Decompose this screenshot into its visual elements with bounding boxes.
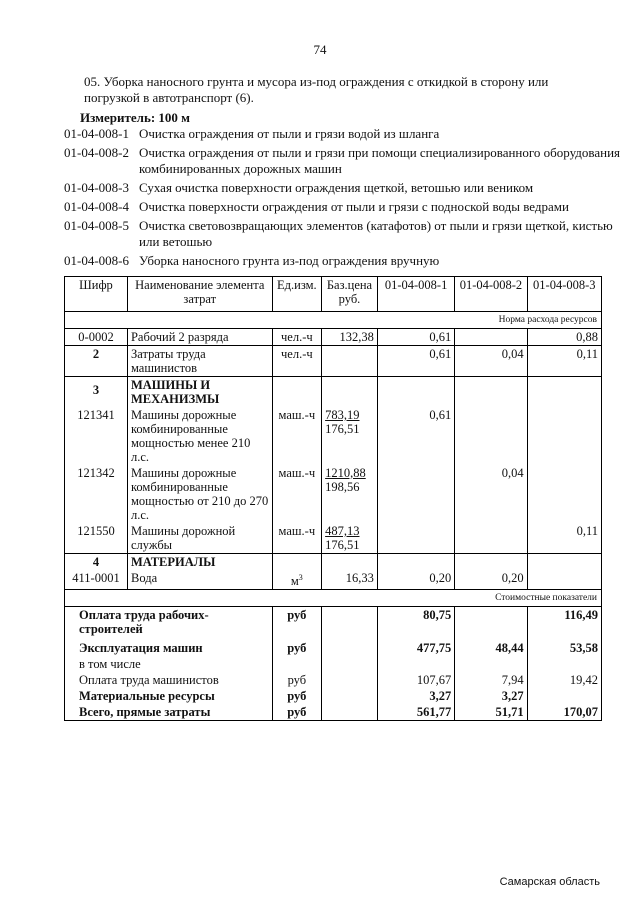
cell-unit: маш.-ч	[272, 523, 322, 554]
work-description: Сухая очистка поверхности ограждения щеткой, ветошью или веником	[139, 180, 534, 195]
summary-row	[65, 607, 602, 638]
norm-label: Норма расхода ресурсов	[65, 312, 602, 329]
summary-row	[65, 688, 602, 704]
cell-v2: 0,04	[455, 346, 527, 377]
cell-name: МАШИНЫ И МЕХАНИЗМЫ	[127, 377, 272, 408]
summary-v3: 116,49	[527, 607, 601, 638]
summary-v1: 107,67	[377, 672, 454, 688]
table-header-row	[65, 277, 602, 312]
summary-v3: 19,42	[527, 672, 601, 688]
table-row	[65, 377, 602, 408]
cell-v1: 0,61	[377, 346, 454, 377]
table-row	[65, 570, 602, 590]
footer-region: Самарская область	[499, 876, 600, 888]
cell-unit: маш.-ч	[272, 407, 322, 465]
cell-price	[322, 523, 378, 554]
table-row	[65, 523, 602, 554]
work-code: 01-04-008-4	[64, 199, 129, 214]
work-item	[64, 199, 624, 215]
summary-v2: 51,71	[455, 704, 527, 721]
cell-v3: 0,11	[527, 523, 601, 554]
page-number: 74	[313, 42, 327, 57]
summary-v1: 477,75	[377, 637, 454, 656]
summary-row	[65, 672, 602, 688]
summary-v2: 7,94	[455, 672, 527, 688]
work-item	[64, 253, 624, 269]
cell-name: Машины дорожные комбинированные мощностью менее 210 л.с.	[127, 407, 272, 465]
summary-v1: 561,77	[377, 704, 454, 721]
summary-name: Оплата труда рабочих-строителей	[65, 607, 273, 638]
cell-name: МАТЕРИАЛЫ	[127, 554, 272, 571]
header-col3: 01-04-008-3	[527, 277, 601, 312]
cell-code: 411-0001	[65, 570, 128, 590]
cell-v1: 0,61	[377, 407, 454, 465]
cell-price	[322, 407, 378, 465]
cell-price	[322, 465, 378, 523]
cell-code: 4	[65, 554, 128, 571]
summary-unit: руб	[272, 704, 322, 721]
work-description: Очистка ограждения от пыли и грязи при помощи специализированного оборудования комбинированных дорожных машин	[139, 145, 621, 176]
norm-label-row	[65, 312, 602, 329]
summary-unit: руб	[272, 607, 322, 638]
summary-v2: 3,27	[455, 688, 527, 704]
cell-name: Вода	[127, 570, 272, 590]
cell-unit: чел.-ч	[272, 346, 322, 377]
work-code: 01-04-008-3	[64, 180, 129, 195]
work-list	[64, 126, 624, 272]
unit-base: м	[290, 574, 299, 589]
price-bottom: 176,51	[325, 422, 360, 436]
cell-price: 16,33	[322, 570, 378, 590]
header-unit: Ед.изм.	[272, 277, 322, 312]
table-row	[65, 465, 602, 523]
price-bottom: 176,51	[325, 538, 360, 552]
cell-v3: 0,11	[527, 346, 601, 377]
work-code: 01-04-008-5	[64, 218, 129, 233]
work-item	[64, 126, 624, 142]
table-row	[65, 554, 602, 571]
cell-name: Затраты труда машинистов	[127, 346, 272, 377]
cell-v2: 0,04	[455, 465, 527, 523]
header-name: Наименование элемента затрат	[127, 277, 272, 312]
cell-name: Машины дорожные комбинированные мощностью от 210 до 270 л.с.	[127, 465, 272, 523]
cell-code: 2	[65, 346, 128, 377]
summary-unit: руб	[272, 637, 322, 656]
summary-name: в том числе	[65, 656, 273, 672]
header-col2: 01-04-008-2	[455, 277, 527, 312]
summary-v1: 3,27	[377, 688, 454, 704]
work-description: Очистка поверхности ограждения от пыли и грязи с подноской воды ведрами	[139, 199, 569, 214]
cell-v2	[455, 329, 527, 346]
summary-name: Оплата труда машинистов	[65, 672, 273, 688]
work-item	[64, 218, 624, 250]
summary-v2: 48,44	[455, 637, 527, 656]
work-item	[64, 145, 624, 177]
summary-v1: 80,75	[377, 607, 454, 638]
section-heading: 05. Уборка наносного грунта и мусора из-под ограждения с откидкой в сторону или погрузкой в автотранспорт (6).	[84, 74, 549, 105]
cell-code: 121342	[65, 465, 128, 523]
work-item	[64, 180, 624, 196]
work-code: 01-04-008-6	[64, 253, 129, 268]
cell-code: 121341	[65, 407, 128, 465]
summary-name: Всего, прямые затраты	[65, 704, 273, 721]
summary-name: Материальные ресурсы	[65, 688, 273, 704]
summary-unit: руб	[272, 672, 322, 688]
cost-label-row	[65, 590, 602, 607]
cell-unit: маш.-ч	[272, 465, 322, 523]
price-top: 487,13	[325, 524, 360, 538]
summary-row	[65, 637, 602, 656]
measure-unit: Измеритель: 100 м	[80, 110, 191, 125]
cell-v2: 0,20	[455, 570, 527, 590]
summary-row	[65, 656, 602, 672]
price-top: 1210,88	[325, 466, 366, 480]
cell-price	[322, 346, 378, 377]
summary-v3: 170,07	[527, 704, 601, 721]
summary-unit: руб	[272, 688, 322, 704]
work-description: Очистка световозвращающих элементов (катафотов) от пыли и грязи щеткой, кистью или ветошью	[139, 218, 613, 249]
table-row	[65, 346, 602, 377]
cell-v1: 0,61	[377, 329, 454, 346]
table-row	[65, 407, 602, 465]
cell-code: 0-0002	[65, 329, 128, 346]
header-col1: 01-04-008-1	[377, 277, 454, 312]
price-top: 783,19	[325, 408, 360, 422]
cell-name: Рабочий 2 разряда	[127, 329, 272, 346]
price-bottom: 198,56	[325, 480, 360, 494]
cell-name: Машины дорожной службы	[127, 523, 272, 554]
summary-row	[65, 704, 602, 721]
table-row	[65, 329, 602, 346]
cell-unit	[272, 570, 322, 590]
summary-v3: 53,58	[527, 637, 601, 656]
unit-superscript: 3	[298, 573, 303, 582]
cost-label: Стоимостные показатели	[65, 590, 602, 607]
work-code: 01-04-008-1	[64, 126, 129, 141]
work-description: Очистка ограждения от пыли и грязи водой из шланга	[139, 126, 440, 141]
cell-unit: чел.-ч	[272, 329, 322, 346]
work-code: 01-04-008-2	[64, 145, 129, 160]
resource-table	[64, 276, 602, 721]
summary-name: Эксплуатация машин	[65, 637, 273, 656]
header-code: Шифр	[65, 277, 128, 312]
cell-v1: 0,20	[377, 570, 454, 590]
cell-code: 3	[65, 377, 128, 408]
cell-code: 121550	[65, 523, 128, 554]
cell-v3: 0,88	[527, 329, 601, 346]
work-description: Уборка наносного грунта из-под ограждения вручную	[139, 253, 440, 268]
header-price: Баз.цена руб.	[322, 277, 378, 312]
cell-price: 132,38	[322, 329, 378, 346]
